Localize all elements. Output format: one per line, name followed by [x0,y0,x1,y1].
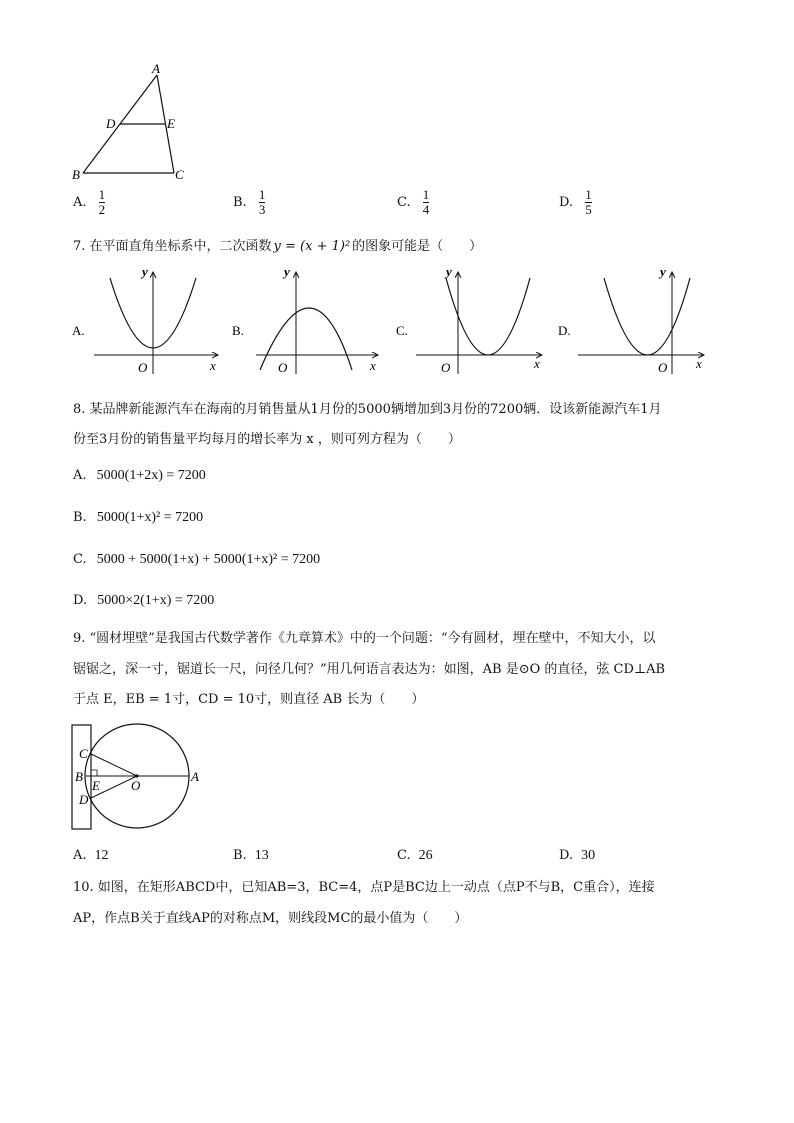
svg-text:O: O [658,360,668,375]
svg-text:B: B [75,769,83,784]
svg-text:y: y [660,264,666,279]
svg-text:E: E [92,778,100,793]
q9-option-b: B. 13 [233,848,269,863]
svg-text:B.: B. [232,323,244,338]
svg-text:O: O [278,360,288,375]
svg-text:y: y [142,264,148,279]
svg-text:x: x [370,358,376,373]
svg-text:O: O [131,778,141,793]
q8-option-b: B. 5000(1+x)² = 7200 [73,510,204,525]
svg-text:x: x [210,358,216,373]
q7-graph-c [396,264,542,375]
svg-text:D.: D. [558,323,571,338]
q7-graphs [60,262,720,380]
q9-stem-line3: 于点 E，EB = 1寸，CD = 10寸，则直径 AB 长为（ ） [73,692,425,707]
svg-text:y: y [284,264,290,279]
q8-stem-line2: 份至3月份的销售量平均每月的增长率为 x ，则可列方程为（ ） [73,432,461,447]
q6-triangle-figure [66,60,196,185]
q6-label-a: A [152,61,160,76]
q7-graph-b [232,264,378,375]
q6-label-b: B [72,167,80,182]
q6-option-c: C. $\frac{1}{4}$ [397,187,430,217]
svg-text:O: O [138,360,148,375]
q9-option-d: D. 30 [559,848,596,863]
q7-graph-a [72,264,218,375]
svg-text:A: A [191,769,199,784]
svg-text:A.: A. [72,323,85,338]
q8-option-c: C. 5000 + 5000(1+x) + 5000(1+x)² = 7200 [73,552,321,567]
svg-text:x: x [534,356,540,371]
q9-option-a: A. 12 [73,848,109,863]
q6-label-c: C [175,167,184,182]
q8-option-a: A. 5000(1+2x) = 7200 [73,468,206,483]
q7-graph-d [558,264,704,375]
q7-formula: y = (x + 1)² [273,239,351,254]
q6-option-b: B. $\frac{1}{3}$ [233,187,266,217]
svg-text:C: C [79,746,88,761]
svg-text:O: O [441,360,451,375]
q6-label-e: E [167,116,175,131]
q9-stem-line2: 锯锯之，深一寸，锯道长一尺，问径几何？”用几何语言表达为：如图，AB 是⊙O 的直径，弦 CD⊥AB [73,662,666,677]
q9-option-c: C. 26 [397,848,433,863]
svg-text:y: y [446,264,452,279]
q10-stem-line1: 10. 如图，在矩形ABCD中，已知AB=3，BC=4，点P是BC边上一动点（点P不与B，C重合），连接 [73,880,655,895]
svg-text:D: D [79,792,89,807]
q7-stem: 7. 在平面直角坐标系中，二次函数 y = (x + 1)² 的图象可能是（ ） [73,239,483,254]
q9-stem-line1: 9. “圆材埋壁”是我国古代数学著作《九章算术》中的一个问题：“今有圆材，埋在壁中，不知大小，以 [73,631,656,646]
svg-text:x: x [696,356,702,371]
q6-option-d: D. $\frac{1}{5}$ [559,187,592,217]
q6-label-d: D [106,116,116,131]
q10-stem-line2: AP，作点B关于直线AP的对称点M，则线段MC的最小值为（ ） [73,911,468,926]
q9-circle-figure [66,722,216,834]
q8-stem-line1: 8. 某品牌新能源汽车在海南的月销售量从1月份的5000辆增加到3月份的7200辆．设该新能源汽车1月 [73,402,662,417]
q8-option-d: D. 5000×2(1+x) = 7200 [73,593,215,608]
q6-option-a: A. $\frac{1}{2}$ [73,187,106,217]
svg-text:C.: C. [396,323,408,338]
